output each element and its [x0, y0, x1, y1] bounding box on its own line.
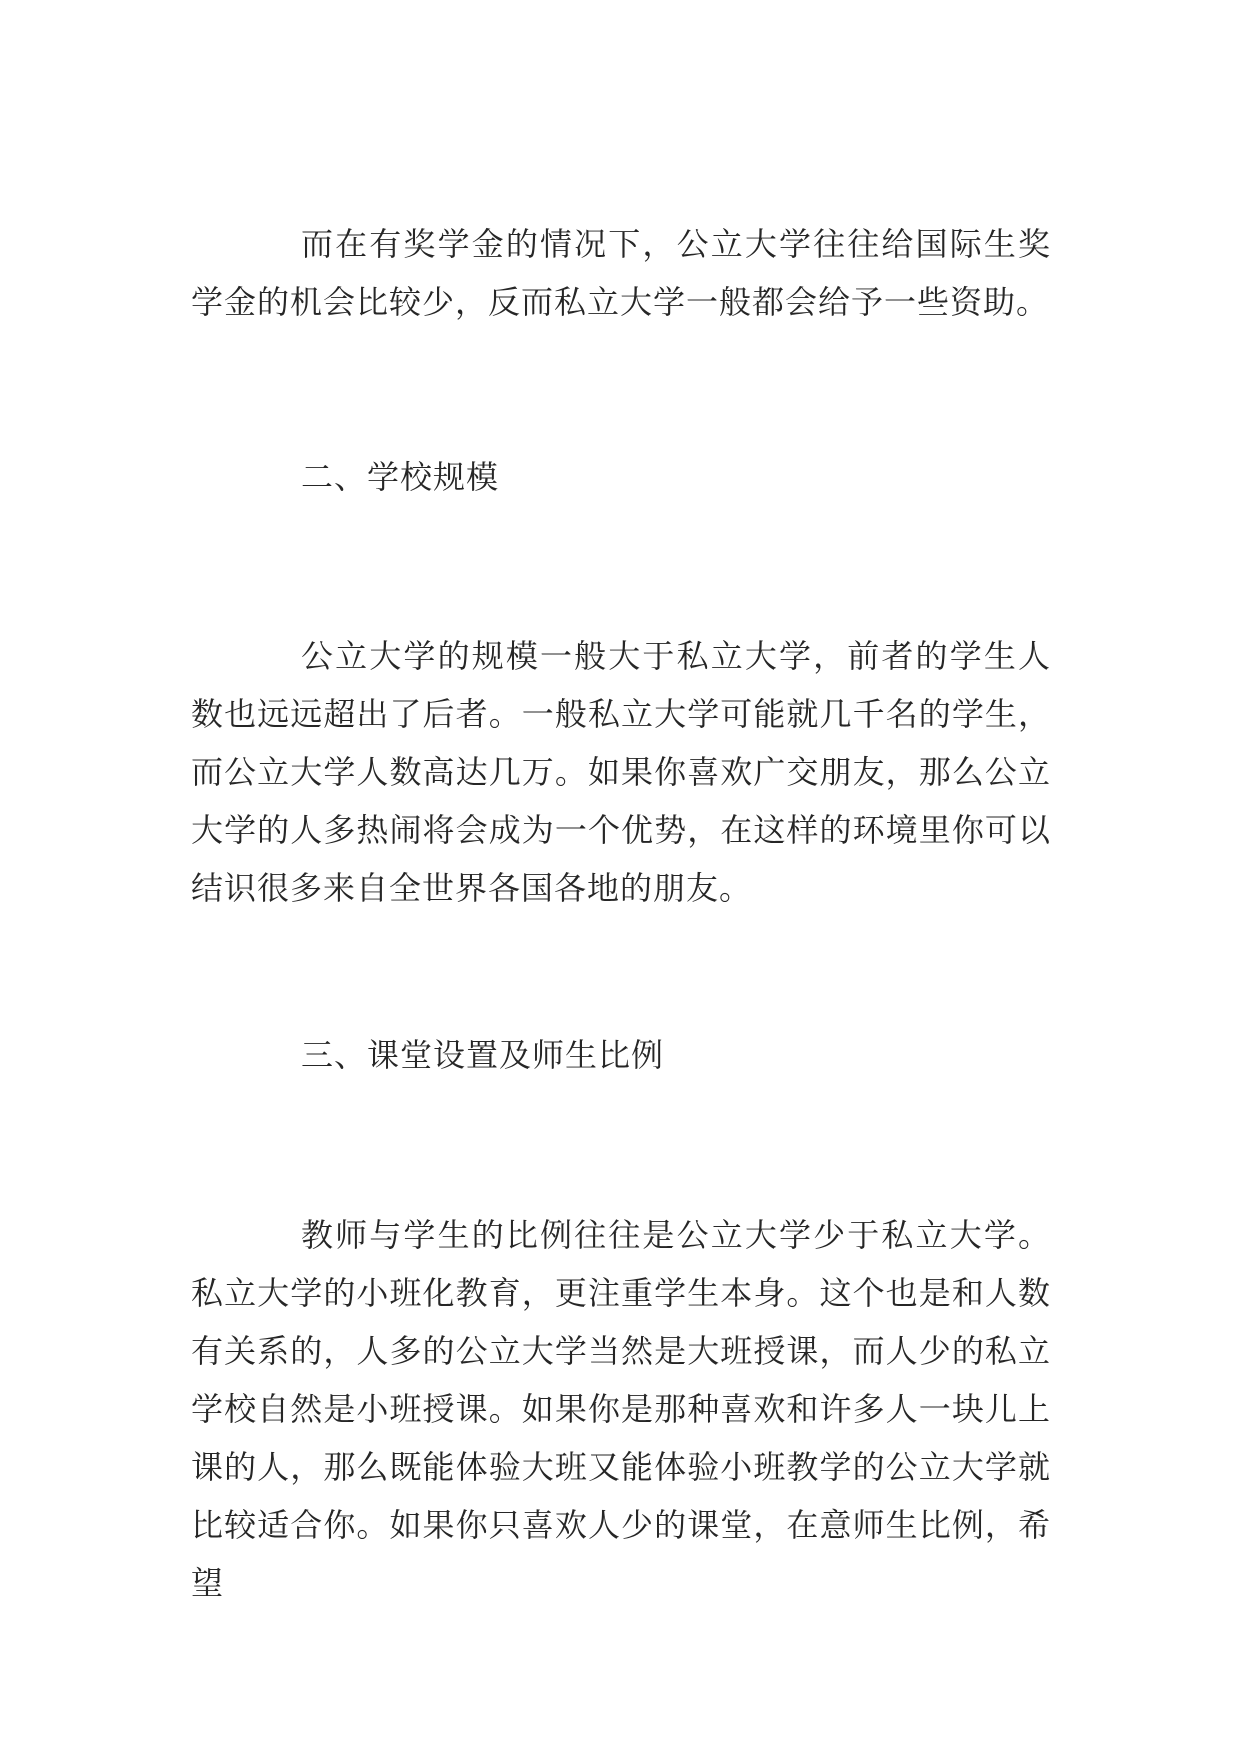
- heading-class-ratio: 三、课堂设置及师生比例: [301, 1036, 665, 1074]
- paragraph-school-size: 公立大学的规模一般大于私立大学，前者的学生人数也远远超出了后者。一般私立大学可能就几千名的学生，而公立大学人数高达几万。如果你喜欢广交朋友，那么公立大学的人多热闹将会成为一个优势，在这样的环境里你可以结识很多来自全世界各国各地的朋友。: [191, 637, 1051, 907]
- paragraph-class-ratio: 教师与学生的比例往往是公立大学少于私立大学。私立大学的小班化教育，更注重学生本身。这个也是和人数有关系的，人多的公立大学当然是大班授课，而人少的私立学校自然是小班授课。如果你是那种喜欢和许多人一块儿上课的人，那么既能体验大班又能体验小班教学的公立大学就比较适合你。如果你只喜欢人少的课堂，在意师生比例，希望: [191, 1216, 1051, 1602]
- heading-school-size: 二、学校规模: [301, 458, 500, 496]
- paragraph-scholarship: 而在有奖学金的情况下，公立大学往往给国际生奖学金的机会比较少，反而私立大学一般都会给予一些资助。: [191, 225, 1051, 321]
